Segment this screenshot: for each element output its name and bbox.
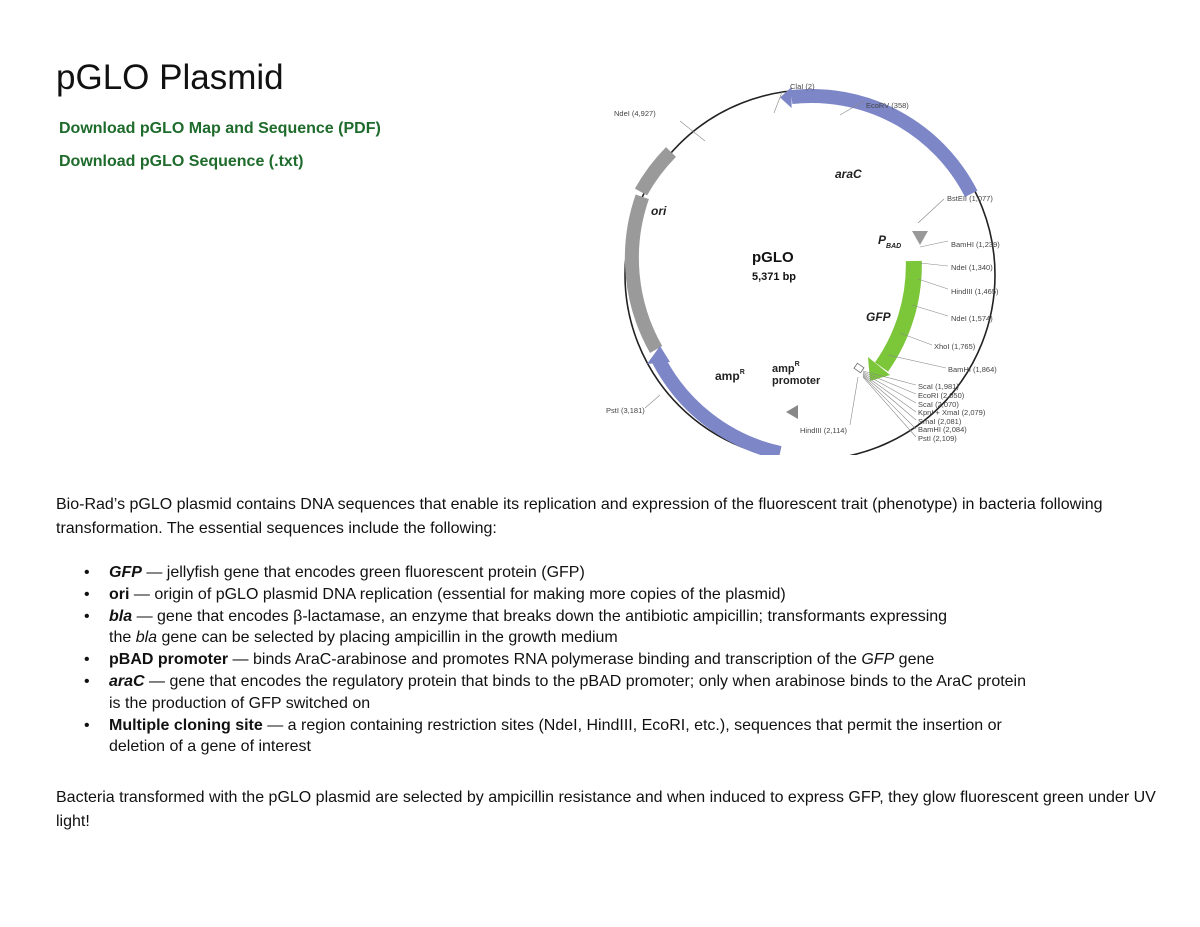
desc-bla-cont-a: the <box>109 629 136 647</box>
amp-promoter-label-line1 <box>772 361 800 375</box>
term-mcs: Multiple cloning site <box>109 716 263 734</box>
site-bamhi-1: BamHI (1,239) <box>951 240 1000 249</box>
download-sequence-txt-link[interactable]: Download pGLO Sequence (.txt) <box>59 153 304 170</box>
site-ecori: EcoRI (2,050) <box>918 391 965 400</box>
site-smai: SmaI (2,081) <box>918 417 962 426</box>
map-size-label: 5,371 bp <box>752 271 797 283</box>
pbad-label <box>878 233 901 250</box>
site-xhoi: XhoI (1,765) <box>934 342 976 351</box>
desc-bla: — gene that encodes β-lactamase, an enzyme that breaks down the antibiotic ampicillin; transformants expressing <box>132 607 948 625</box>
ori-segment <box>632 197 656 350</box>
pbad-label-main: P <box>878 233 887 247</box>
term-ori: ori <box>109 585 130 603</box>
site-ndei-1: NdeI (1,340) <box>951 263 993 272</box>
list-item-bla <box>109 606 1200 650</box>
mcs-marker <box>854 363 864 373</box>
amp-promoter-label-main: amp <box>772 363 795 375</box>
site-ecorv: EcoRV (358) <box>866 101 909 110</box>
desc-gfp: — jellyfish gene that encodes green fluorescent protein (GFP) <box>141 564 585 581</box>
ori-segment-tail <box>641 152 671 192</box>
pbad-label-sub: BAD <box>886 243 902 250</box>
site-psti-1: PstI (2,109) <box>918 434 957 443</box>
outro-paragraph: Bacteria transformed with the pGLO plasmid are selected by ampicillin resistance and when induced to express GFP, they glow fluorescent green under UV light! <box>56 789 1156 830</box>
plasmid-map <box>600 75 1020 455</box>
amp-label-sup: R <box>739 369 745 376</box>
amp-label-main: amp <box>715 369 740 383</box>
desc-bla-cont-b: gene can be selected by placing ampicillin in the growth medium <box>157 629 618 647</box>
amp-label <box>715 369 745 383</box>
list-item-ori <box>109 584 1200 606</box>
desc-bla-cont <box>109 627 1200 649</box>
download-map-pdf-link[interactable]: Download pGLO Map and Sequence (PDF) <box>59 120 381 137</box>
arac-label: araC <box>835 167 862 181</box>
list-item-arac <box>109 671 1200 715</box>
site-clai: ClaI (2) <box>790 82 815 91</box>
essential-sequences-list <box>56 562 1200 758</box>
site-ndei-top: NdeI (4,927) <box>614 109 656 118</box>
list-item-mcs <box>109 715 1200 759</box>
site-bamhi-2: BamHI (1,864) <box>948 365 997 374</box>
pbad-arrow <box>912 231 928 245</box>
list-item-pbad <box>109 649 1200 671</box>
site-ndei-2: NdeI (1,574) <box>951 314 993 323</box>
list-item-gfp <box>109 562 1200 584</box>
desc-pbad-term: GFP <box>861 651 895 669</box>
term-bla: bla <box>109 607 133 625</box>
desc-pbad-b: gene <box>894 651 935 669</box>
gfp-label: GFP <box>866 310 891 324</box>
desc-ori: — origin of pGLO plasmid DNA replication (essential for making more copies of the plasmid) <box>129 585 786 603</box>
desc-mcs-cont: deletion of a gene of interest <box>109 738 311 756</box>
site-bamhi-3: BamHI (2,084) <box>918 425 967 434</box>
term-gfp: GFP <box>109 564 142 581</box>
desc-arac-cont: is the production of GFP switched on <box>109 694 371 712</box>
site-psti-2: PstI (3,181) <box>606 406 645 415</box>
site-scai-1: ScaI (1,981) <box>918 382 959 391</box>
site-kpni-xmai: KpnI + XmaI (2,079) <box>918 408 986 417</box>
intro-paragraph: Bio-Rad’s pGLO plasmid contains DNA sequences that enable its replication and expression of the fluorescent trait (phenotype) in bacteria following transformation. The essential sequences include the following: <box>56 496 1103 537</box>
amp-promoter-label-sup: R <box>794 361 800 368</box>
map-name-label: pGLO <box>752 249 794 266</box>
amp-promoter-label-line2: promoter <box>772 375 821 387</box>
term-arac: araC <box>109 672 145 690</box>
term-pbad: pBAD promoter <box>109 651 229 669</box>
page-title: pGLO Plasmid <box>56 58 284 97</box>
arac-segment <box>792 96 972 194</box>
amp-promoter-arrow <box>786 405 798 419</box>
desc-bla-cont-term: bla <box>135 629 158 647</box>
site-bsteii: BstEII (1,077) <box>947 194 993 203</box>
site-scai-2: ScaI (2,070) <box>918 400 959 409</box>
ori-label: ori <box>651 204 667 218</box>
site-hindiii-1: HindIII (1,465) <box>951 287 999 296</box>
desc-mcs: — a region containing restriction sites (NdeI, HindIII, EcoRI, etc.), sequences that permit the insertion or <box>262 716 1002 734</box>
site-hindiii-2: HindIII (2,114) <box>800 426 847 435</box>
desc-arac: — gene that encodes the regulatory protein that binds to the pBAD promoter; only when arabinose binds to the AraC protein <box>144 672 1027 690</box>
desc-pbad-a: — binds AraC-arabinose and promotes RNA polymerase binding and transcription of the <box>228 651 862 669</box>
